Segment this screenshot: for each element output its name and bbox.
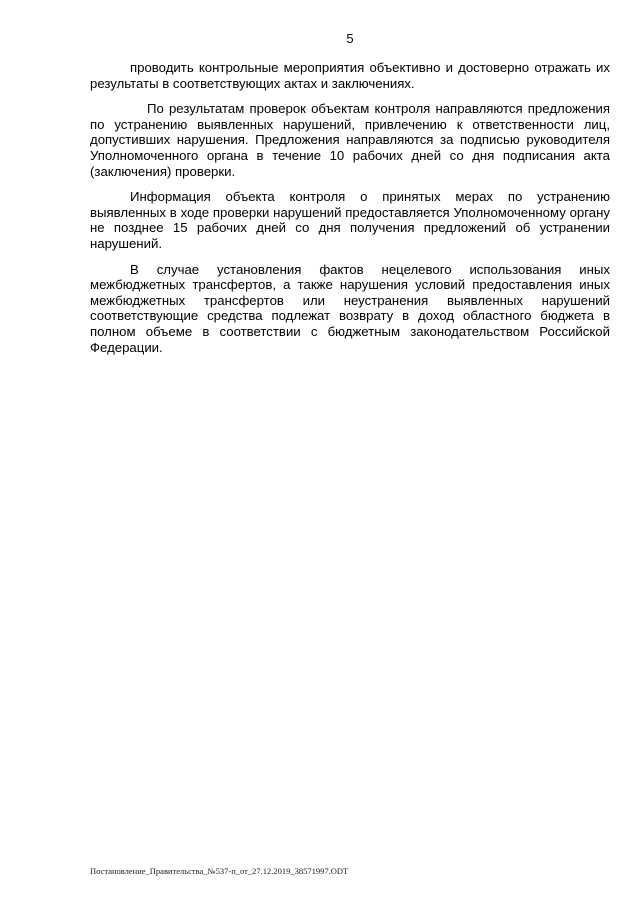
paragraph-3: Информация объекта контроля о принятых мерах по устранению выявленных в ходе проверки нарушений предоставляется Уполномоченному органу не позднее 15 рабочих дней со дня получения предложений об устранении нарушений. xyxy=(90,189,610,251)
paragraph-4: В случае установления фактов нецелевого использования иных межбюджетных трансфертов, а также нарушения условий предоставления иных межбюджетных трансфертов или неустранения выявленных нарушений соответствующие средства подлежат возврату в доход областного бюджета в полном объеме в соответствии с бюджетным законодательством Российской Федерации. xyxy=(90,261,610,355)
page-number: 5 xyxy=(346,31,354,46)
paragraph-2: По результатам проверок объектам контроля направляются предложения по устранению выявленных нарушений, привлечению к ответственности лиц, допустивших нарушения. Предложения направляются за подписью руководителя Уполномоченного органа в течение 10 рабочих дней со дня подписания акта (заключения) проверки. xyxy=(90,101,610,179)
document-body xyxy=(90,60,610,365)
paragraph-1: проводить контрольные мероприятия объективно и достоверно отражать их результаты в соответствующих актах и заключениях. xyxy=(90,60,610,91)
document-footer-filename: Постановление_Правительства_№537-п_от_27.12.2019_38571997.ODT xyxy=(90,866,349,876)
